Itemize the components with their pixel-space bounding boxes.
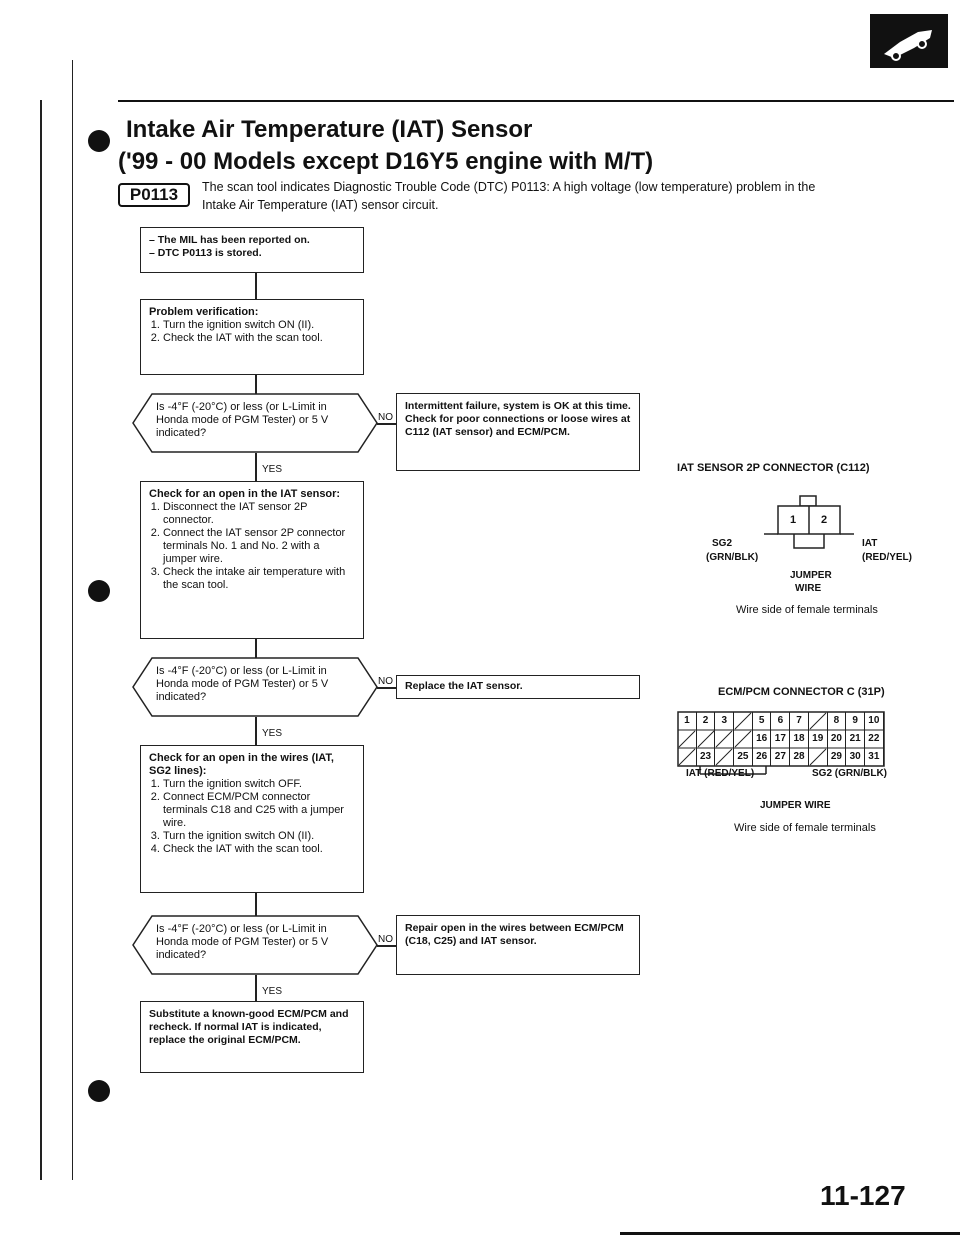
wires-check-title: Check for an open in the wires (IAT, SG2 lines):: [149, 752, 334, 777]
connector2-pin-2: 2: [697, 712, 716, 730]
connector2-empty-cell: [678, 730, 697, 748]
page-title: Intake Air Temperature (IAT) Sensor: [126, 116, 533, 143]
margin-line: [40, 100, 42, 1180]
no-label: NO: [378, 934, 393, 945]
wires-check-step: 3. Turn the ignition switch ON (II).: [163, 830, 355, 843]
connector2-empty-cell: [734, 712, 753, 730]
yes-label: YES: [262, 728, 283, 739]
final-box: [140, 1001, 364, 1073]
connector1-left-label: SG2: [712, 538, 733, 549]
connector2-right-label: SG2 (GRN/BLK): [812, 768, 887, 779]
connector2-empty-cell: [809, 712, 828, 730]
connector2-pin-18: 18: [790, 730, 809, 748]
bullet-icon: [88, 130, 110, 152]
start-item: DTC P0113 is stored.: [157, 247, 262, 259]
no2-result-box: [396, 675, 640, 699]
connector2-pin-1: 1: [678, 712, 697, 730]
yes-label: YES: [262, 986, 283, 997]
dtc-description: The scan tool indicates Diagnostic Trouble Code (DTC) P0113: A high voltage (low temperature) problem in the: [202, 180, 816, 194]
flow-connector: [377, 687, 397, 689]
flow-connector: [255, 893, 257, 917]
connector2-pin-28: 28: [790, 748, 809, 766]
flow-connector: [377, 423, 397, 425]
wires-check-box: [140, 745, 364, 893]
flow-connector: [377, 945, 397, 947]
final-box-text: Substitute a known-good ECM/PCM and recheck. If normal IAT is indicated, replace the original ECM/PCM.: [149, 1008, 349, 1046]
bullet-icon: [88, 1080, 110, 1102]
connector2-pin-30: 30: [846, 748, 865, 766]
connector1-caption: Wire side of female terminals: [736, 604, 878, 616]
dtc-description-2: Intake Air Temperature (IAT) sensor circuit.: [202, 198, 439, 212]
flow-connector: [255, 273, 257, 299]
connector2-pin-6: 6: [772, 712, 791, 730]
connector2-pin-23: 23: [697, 748, 716, 766]
connector2-pin-25: 25: [734, 748, 753, 766]
connector2-empty-cell: [678, 748, 697, 766]
wires-check-step: 4. Check the IAT with the scan tool.: [163, 843, 355, 856]
start-box: – The MIL has been reported on. – DTC P0113 is stored.: [140, 227, 364, 273]
flow-connector: [255, 717, 257, 745]
page-number: 11-127: [820, 1180, 906, 1211]
connector1-diagram: [760, 492, 860, 562]
no1-result-text: Intermittent failure, system is OK at this time. Check for poor connections or loose wires at C112 (IAT sensor) and ECM/PCM.: [405, 400, 631, 438]
verification-box: [140, 299, 364, 375]
decision-3-text: Is -4°F (-20°C) or less (or L-Limit in Honda mode of PGM Tester) or 5 V indicated?: [156, 923, 329, 961]
no1-result-box: [396, 393, 640, 471]
no3-result-text: Repair open in the wires between ECM/PCM (C18, C25) and IAT sensor.: [405, 922, 624, 947]
open-check-box: [140, 481, 364, 639]
open-check-step: 1. Disconnect the IAT sensor 2P connector.: [163, 501, 355, 527]
no3-result-box: [396, 915, 640, 975]
connector2-pin-21: 21: [846, 730, 865, 748]
connector1-right-label: IAT: [862, 538, 878, 549]
verification-step: 2. Check the IAT with the scan tool.: [163, 332, 355, 345]
connector2-pin-9: 9: [846, 712, 865, 730]
connector1-pin-1: 1: [789, 514, 797, 526]
connector2-pin-31: 31: [865, 748, 884, 766]
dtc-code-badge: [118, 183, 190, 207]
open-check-step: 2. Connect the IAT sensor 2P connector terminals No. 1 and No. 2 with a jumper wire.: [163, 527, 355, 566]
connector1-pin-2: 2: [820, 514, 828, 526]
connector1-jumper-label-2: WIRE: [795, 583, 822, 594]
connector2-caption: Wire side of female terminals: [734, 822, 876, 834]
decision-2-text: Is -4°F (-20°C) or less (or L-Limit in Honda mode of PGM Tester) or 5 V indicated?: [156, 665, 329, 703]
wires-check-step: 1. Turn the ignition switch OFF.: [163, 778, 355, 791]
start-item: The MIL has been reported on.: [157, 234, 310, 246]
connector2-pin-5: 5: [753, 712, 772, 730]
connector2-empty-cell: [715, 730, 734, 748]
flow-connector: [255, 975, 257, 1001]
yes-label: YES: [262, 464, 283, 475]
connector2-empty-cell: [697, 730, 716, 748]
connector2-pin-16: 16: [753, 730, 772, 748]
flow-connector: [255, 639, 257, 659]
bullet-icon: [88, 580, 110, 602]
connector2-pin-3: 3: [715, 712, 734, 730]
car-logo-icon: [870, 14, 948, 68]
connector1-jumper-label: JUMPER: [790, 570, 832, 581]
dtc-code-text: P0113: [129, 185, 179, 204]
flow-connector: [255, 375, 257, 395]
connector2-pin-10: 10: [865, 712, 884, 730]
no-label: NO: [378, 676, 393, 687]
connector2-pin-8: 8: [828, 712, 847, 730]
connector2-pin-17: 17: [772, 730, 791, 748]
connector2-title: ECM/PCM CONNECTOR C (31P): [718, 686, 885, 698]
no-label: NO: [378, 412, 393, 423]
connector2-pin-22: 22: [865, 730, 884, 748]
header-rule: [118, 100, 954, 102]
verification-title: Problem verification:: [149, 306, 259, 318]
verification-step: 1. Turn the ignition switch ON (II).: [163, 319, 355, 332]
no2-result-text: Replace the IAT sensor.: [405, 680, 523, 692]
page-subtitle: ('99 - 00 Models except D16Y5 engine with M/T): [118, 148, 654, 175]
connector2-empty-cell: [734, 730, 753, 748]
connector2-pin-29: 29: [828, 748, 847, 766]
connector2-pin-27: 27: [772, 748, 791, 766]
open-check-title: Check for an open in the IAT sensor:: [149, 488, 341, 500]
connector2-empty-cell: [715, 748, 734, 766]
decision-1-text: Is -4°F (-20°C) or less (or L-Limit in Honda mode of PGM Tester) or 5 V indicated?: [156, 401, 329, 439]
wires-check-step: 2. Connect ECM/PCM connector terminals C18 and C25 with a jumper wire.: [163, 791, 355, 830]
connector1-right-color: (RED/YEL): [862, 552, 912, 563]
margin-line: [72, 60, 73, 1180]
connector1-title: IAT SENSOR 2P CONNECTOR (C112): [677, 462, 870, 474]
open-check-step: 3. Check the intake air temperature with the scan tool.: [163, 566, 355, 592]
connector2-left-label: IAT (RED/YEL): [686, 768, 755, 779]
connector2-pin-20: 20: [828, 730, 847, 748]
flow-connector: [255, 453, 257, 481]
connector2-jumper-label: JUMPER WIRE: [760, 800, 831, 811]
footer-rule: [620, 1232, 960, 1235]
connector2-pin-7: 7: [790, 712, 809, 730]
connector2-empty-cell: [809, 748, 828, 766]
connector2-pin-26: 26: [753, 748, 772, 766]
connector1-left-color: (GRN/BLK): [706, 552, 759, 563]
connector2-pin-19: 19: [809, 730, 828, 748]
